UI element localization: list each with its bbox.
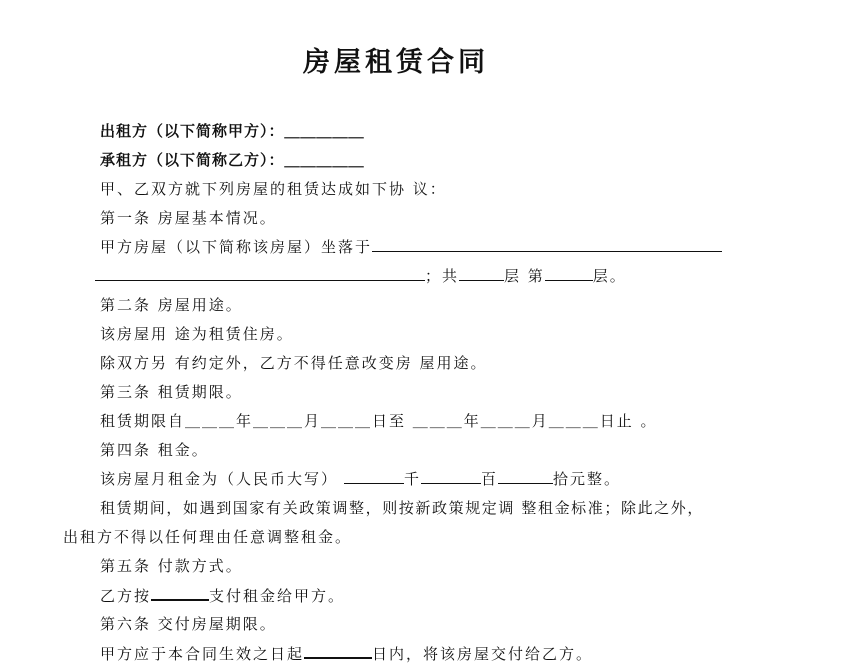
article-4-rent-line [100,469,621,489]
delivery-text-end: 日内，将该房屋交付给乙方。 [372,645,594,663]
total-floors-blank [459,266,504,281]
article-4-title: 第四条 租金。 [100,441,209,459]
article-3-text: 租赁期限自＿＿＿年＿＿＿月＿＿＿日至 ＿＿＿年＿＿＿月＿＿＿日止 。 [100,412,658,430]
article-1-address-line [100,237,722,257]
payment-text-end: 支付租金给甲方。 [209,587,346,605]
article-5-text [100,585,345,606]
article-4-para-1: 租赁期间，如遇到国家有关政策调整，则按新政策规定调 整租金标准；除此之外， [100,499,704,517]
intro-line: 甲、乙双方就下列房屋的租赁达成如下协 议： [100,180,447,198]
rent-hundreds-unit: 百 [481,470,499,488]
article-2-text-1: 该房屋用 途为租赁住房。 [100,325,294,343]
payment-text: 乙方按 [100,587,152,605]
article-3-title: 第三条 租赁期限。 [100,383,243,401]
article-6-title: 第六条 交付房屋期限。 [100,615,277,633]
floor-end: 层。 [592,267,627,285]
article-4-para-2: 出租方不得以任何理由任意调整租金。 [63,528,353,546]
delivery-days-blank [304,643,372,659]
article-2-title: 第二条 房屋用途。 [100,296,243,314]
floor-sep: ；共 [425,267,460,285]
contract-title: 房屋租赁合同 [303,47,489,78]
article-2-text-2: 除双方另 有约定外，乙方不得任意改变房 屋用途。 [100,354,488,372]
rent-tens-blank [498,469,553,484]
rent-thousands-blank [344,469,404,484]
floor-label: 层 第 [504,267,545,285]
rent-tens-unit: 拾元整。 [553,470,622,488]
article-6-text [100,643,593,664]
article-1-text: 甲方房屋（以下简称该房屋）坐落于 [100,238,373,256]
payment-method-blank [151,585,209,601]
address-blank [372,237,722,252]
lessor-line: 出租方（以下简称甲方）：＿＿＿＿＿ [100,122,365,140]
delivery-text: 甲方应于本合同生效之日起 [100,645,305,663]
article-1-floor-line [95,266,627,286]
rent-text: 该房屋月租金为（人民币大写） [100,470,339,488]
article-1-title: 第一条 房屋基本情况。 [100,209,277,227]
floor-number-blank [545,266,593,281]
address-blank-2 [95,266,425,281]
lessee-line: 承租方（以下简称乙方）：＿＿＿＿＿ [100,151,365,169]
rent-hundreds-blank [421,469,481,484]
article-5-title: 第五条 付款方式。 [100,557,243,575]
rent-thousands-unit: 千 [404,470,422,488]
